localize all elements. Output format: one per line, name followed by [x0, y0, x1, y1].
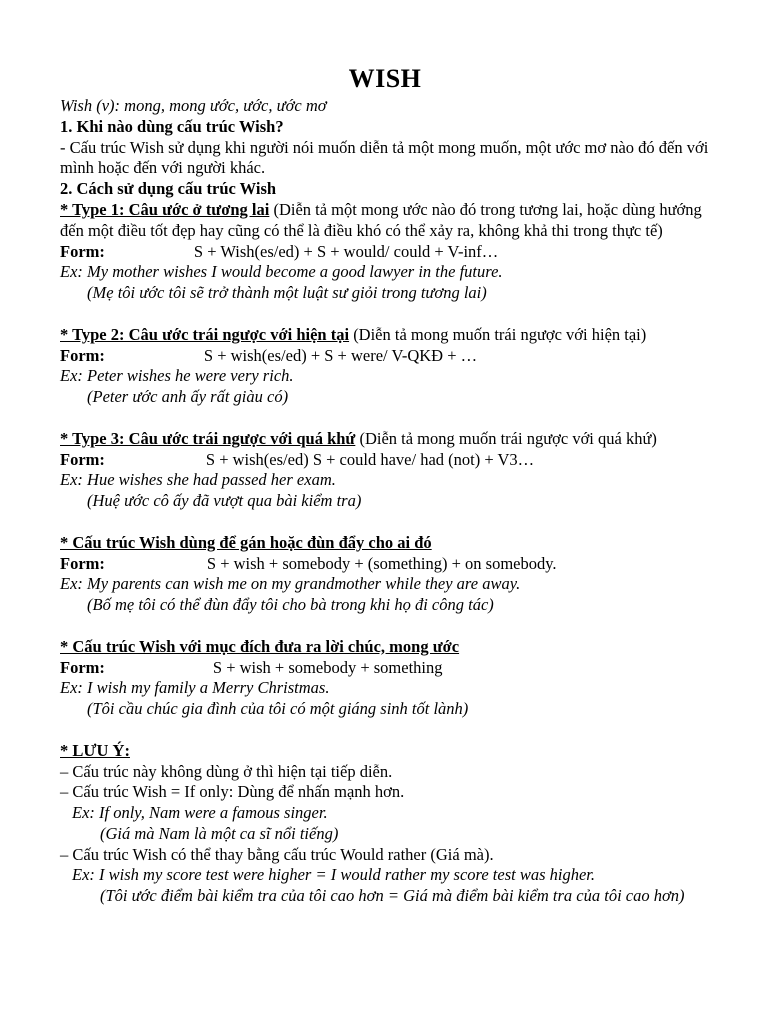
type3-description: (Diễn tả mong muốn trái ngược với quá khứ) [359, 428, 657, 448]
note-2: – Cấu trúc Wish = If only: Dùng để nhấn mạnh hơn. [60, 782, 405, 802]
type2-block [60, 325, 710, 346]
type3-form-label: Form: [60, 449, 105, 469]
type1-form-label: Form: [60, 241, 105, 261]
type3-form-line [60, 450, 710, 471]
type4-form: S + wish + somebody + (something) + on somebody. [206, 553, 557, 573]
type1-block [60, 200, 710, 242]
type2-heading: * Type 2: Câu ước trái ngược với hiện tại [60, 324, 350, 344]
type3-form: S + wish(es/ed) S + could have/ had (not) + V3… [205, 449, 535, 469]
type4-heading: * Cấu trúc Wish dùng để gán hoặc đùn đẩy cho ai đó [60, 532, 432, 552]
note-2-translation: (Giá mà Nam là một ca sĩ nổi tiếng) [100, 823, 339, 843]
type3-example: Ex: Hue wishes she had passed her exam. [60, 470, 336, 490]
type5-form-label: Form: [60, 657, 105, 677]
type2-form: S + wish(es/ed) + S + were/ V-QKĐ + … [203, 345, 478, 365]
type2-form-label: Form: [60, 345, 105, 365]
type2-translation: (Peter ước anh ấy rất giàu có) [87, 387, 289, 407]
type3-translation: (Huệ ước cô ấy đã vượt qua bài kiểm tra) [87, 491, 362, 511]
type1-translation: (Mẹ tôi ước tôi sẽ trở thành một luật sư giỏi trong tương lai) [87, 283, 487, 303]
type3-heading: * Type 3: Câu ước trái ngược với quá khứ [60, 428, 356, 448]
note-3-translation: (Tôi ước điểm bài kiểm tra của tôi cao hơn = Giá mà điểm bài kiểm tra của tôi cao hơn) [100, 886, 685, 906]
type4-translation: (Bố mẹ tôi có thể đùn đẩy tôi cho bà trong khi họ đi công tác) [87, 595, 494, 615]
type4-form-line [60, 554, 710, 575]
document-title: WISH [348, 64, 422, 93]
note-3-example: Ex: I wish my score test were higher = I would rather my score test was higher. [72, 865, 596, 885]
type4-form-label: Form: [60, 553, 105, 573]
type5-translation: (Tôi cầu chúc gia đình của tôi có một giáng sinh tốt lành) [87, 699, 469, 719]
note-2-example: Ex: If only, Nam were a famous singer. [72, 803, 328, 823]
type1-form: S + Wish(es/ed) + S + would/ could + V-inf… [193, 241, 499, 261]
type5-example: Ex: I wish my family a Merry Christmas. [60, 678, 330, 698]
type2-example: Ex: Peter wishes he were very rich. [60, 366, 294, 386]
definition-line: Wish (v): mong, mong ước, ước, ước mơ [60, 96, 327, 115]
section1-text: - Cấu trúc Wish sử dụng khi người nói muốn diễn tả một mong muốn, một ước mơ nào đó đến với mình hoặc đến với người khác. [60, 137, 709, 178]
type5-form-line [60, 658, 710, 679]
note-1: – Cấu trúc này không dùng ở thì hiện tại tiếp diễn. [60, 761, 393, 781]
type1-example: Ex: My mother wishes I would become a good lawyer in the future. [60, 262, 503, 282]
notes-heading: * LƯU Ý: [60, 740, 130, 760]
section1-heading: 1. Khi nào dùng cấu trúc Wish? [60, 116, 284, 136]
document-page [60, 62, 710, 907]
type1-form-line [60, 242, 710, 263]
type4-example: Ex: My parents can wish me on my grandmother while they are away. [60, 574, 521, 594]
section2-heading: 2. Cách sử dụng cấu trúc Wish [60, 179, 277, 199]
type3-block [60, 429, 710, 450]
note-3: – Cấu trúc Wish có thể thay bằng cấu trúc Would rather (Giá mà). [60, 844, 494, 864]
type5-heading: * Cấu trúc Wish với mục đích đưa ra lời chúc, mong ước [60, 636, 460, 656]
type2-form-line [60, 346, 710, 367]
type2-description: (Diễn tả mong muốn trái ngược với hiện tại) [353, 324, 647, 344]
type1-description: (Diễn tả một mong ước nào đó trong tương lai, hoặc dùng hướng đến một điều tốt đẹp hay cũng có thể là điều khó có thể xảy ra, không khả thi trong thực tế) [60, 199, 702, 240]
type5-form: S + wish + somebody + something [212, 657, 443, 677]
type1-heading: * Type 1: Câu ước ở tương lai [60, 199, 270, 219]
